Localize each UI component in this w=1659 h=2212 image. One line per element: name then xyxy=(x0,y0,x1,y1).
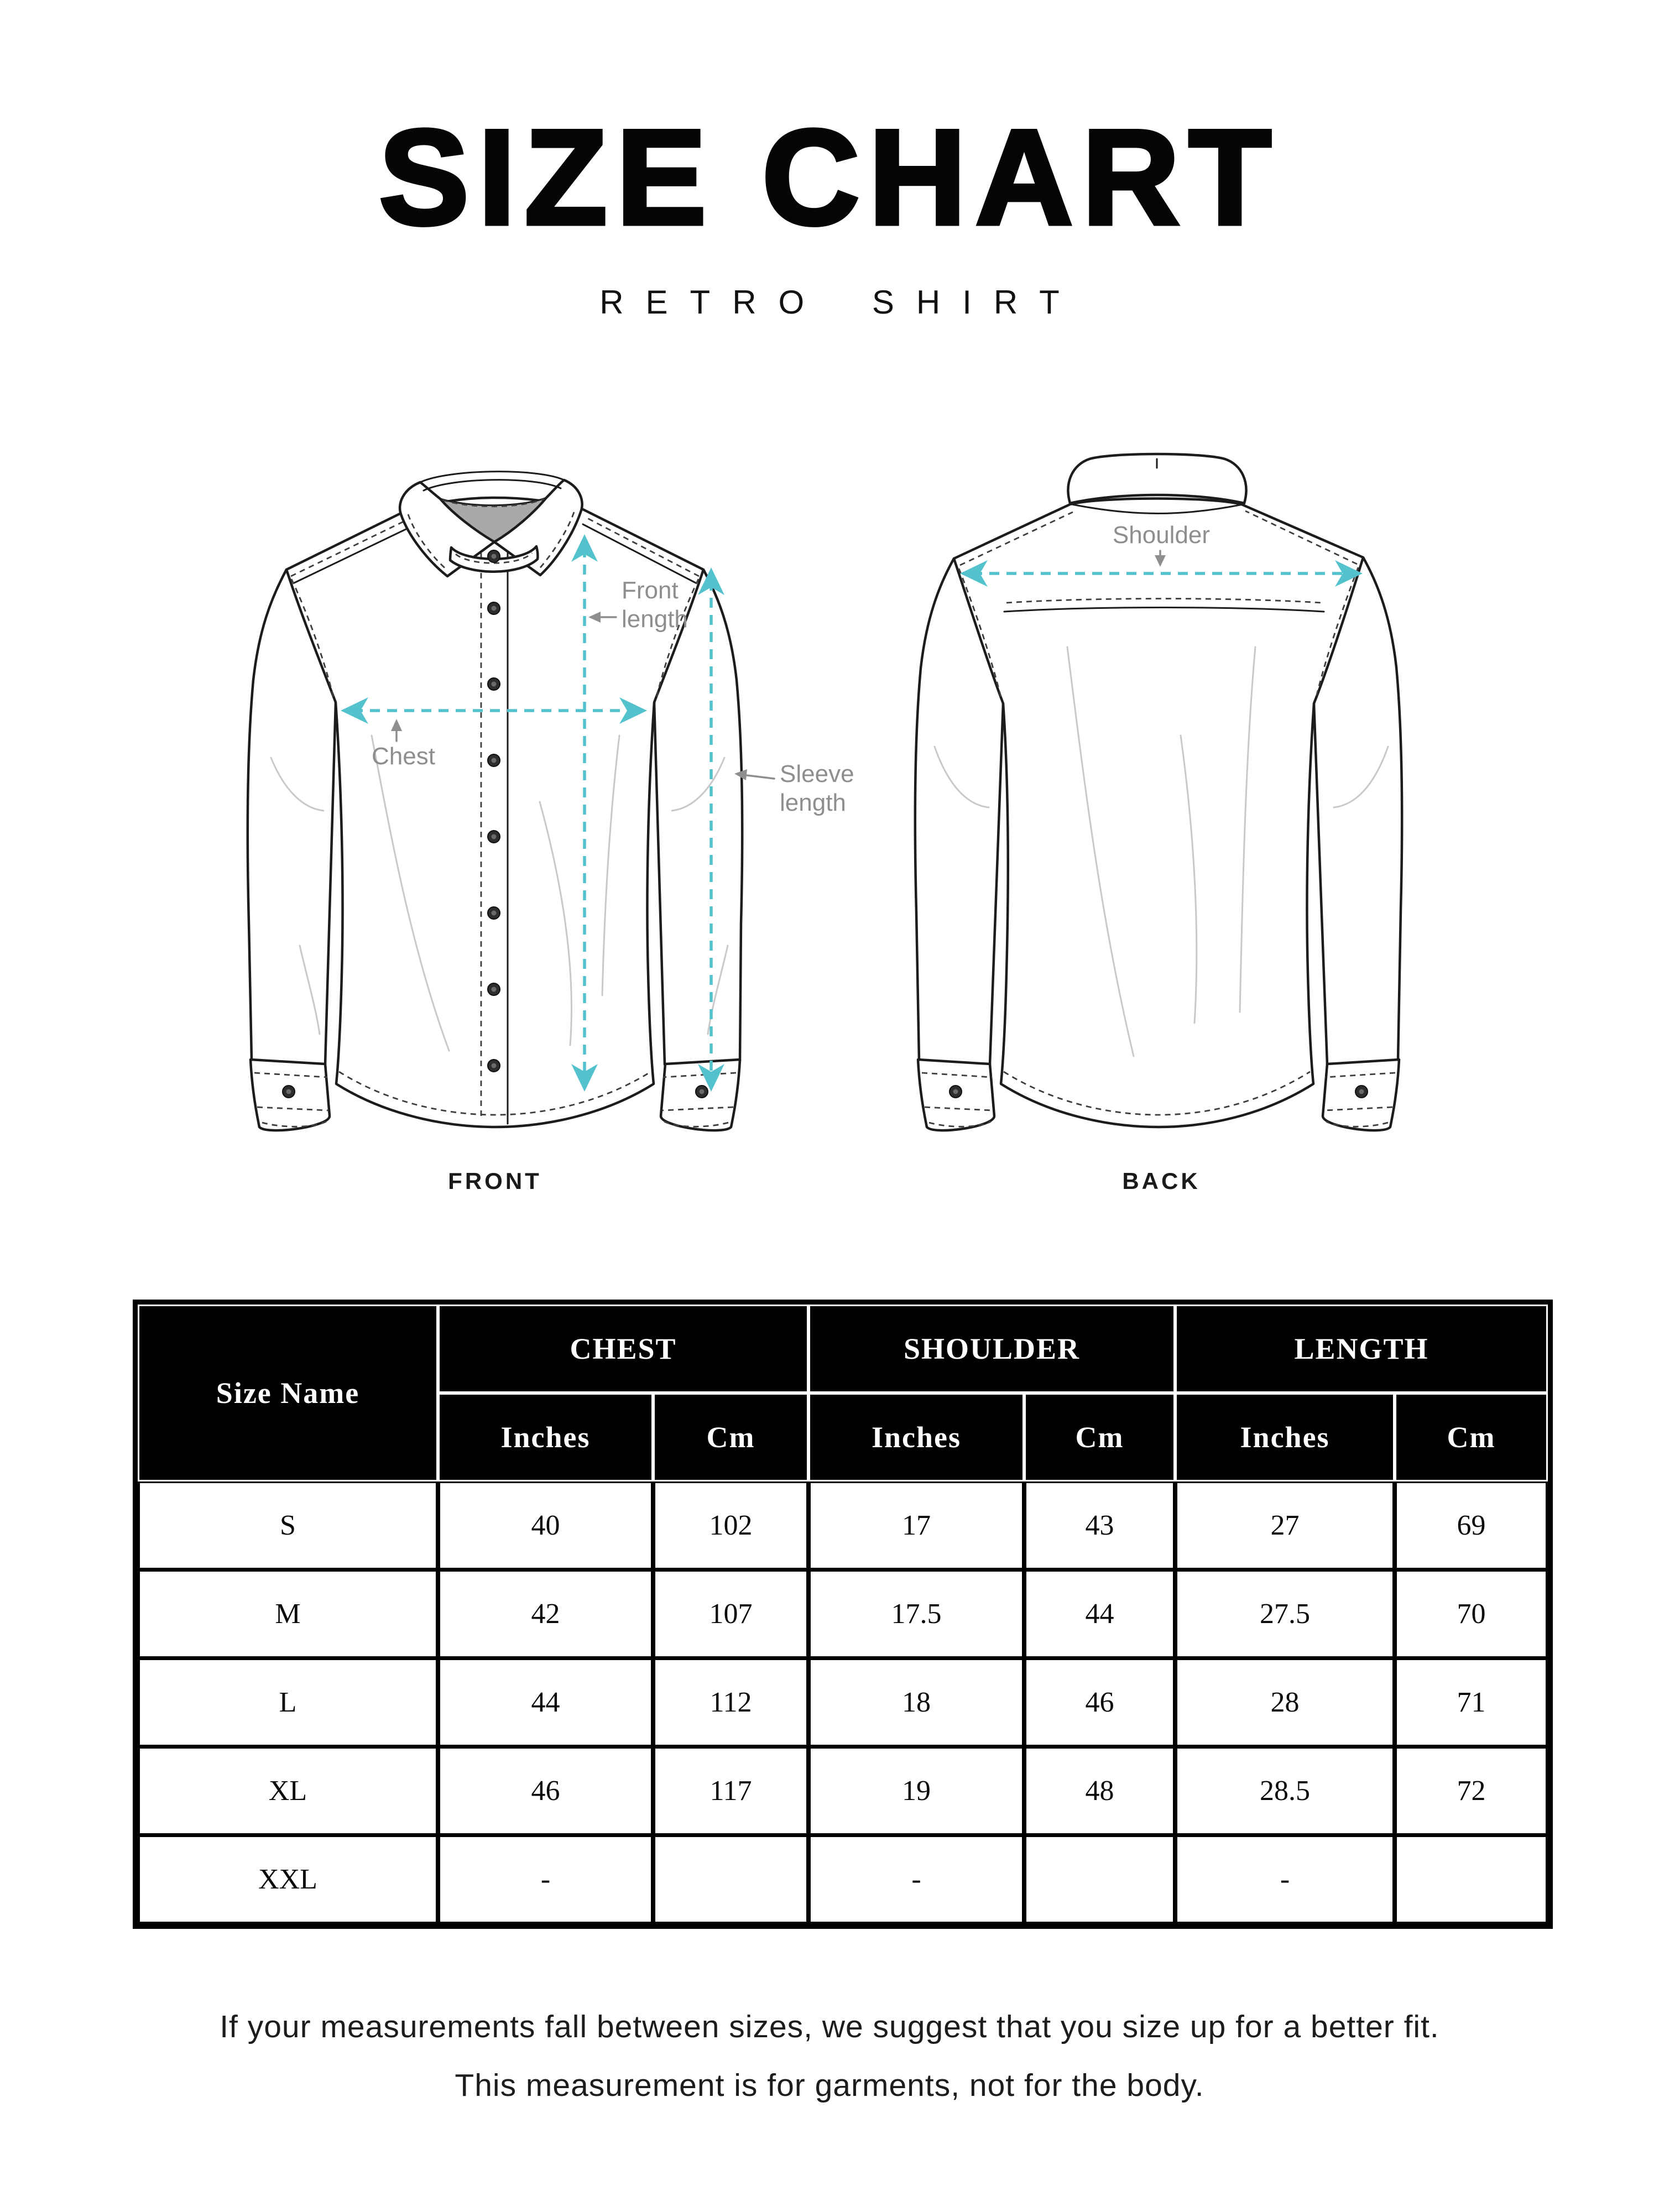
front-caption: FRONT xyxy=(448,1168,542,1194)
table-row-xl xyxy=(138,1747,1548,1835)
footer-note xyxy=(0,1997,1659,2115)
front-length-label-line1: Front xyxy=(622,577,679,604)
cell-length-in: 28 xyxy=(1175,1658,1395,1747)
size-table xyxy=(133,1300,1553,1929)
cell-length-cm: 70 xyxy=(1395,1570,1548,1658)
cell-length-cm xyxy=(1395,1835,1548,1924)
table-row-s xyxy=(138,1481,1548,1570)
cell-length-cm: 72 xyxy=(1395,1747,1548,1835)
cell-shoulder-cm: 44 xyxy=(1024,1570,1175,1658)
size-table-header xyxy=(138,1305,1548,1481)
cell-length-in: 27.5 xyxy=(1175,1570,1395,1658)
cell-length-in: 28.5 xyxy=(1175,1747,1395,1835)
col-subheader-shoulder-cm: Cm xyxy=(1024,1393,1175,1481)
cell-size: L xyxy=(138,1658,438,1747)
cell-shoulder-in: 17.5 xyxy=(808,1570,1024,1658)
cell-size: XL xyxy=(138,1747,438,1835)
col-header-chest: CHEST xyxy=(438,1305,808,1393)
cell-length-cm: 69 xyxy=(1395,1481,1548,1570)
cell-chest-in: 42 xyxy=(438,1570,653,1658)
back-body xyxy=(954,499,1363,1128)
cell-shoulder-in: - xyxy=(808,1835,1024,1924)
cell-chest-cm: 112 xyxy=(653,1658,808,1747)
table-row-l xyxy=(138,1658,1548,1747)
front-shirt-line-art xyxy=(248,472,742,1130)
cell-chest-cm: 102 xyxy=(653,1481,808,1570)
page-title: SIZE CHART xyxy=(379,101,1280,253)
col-subheader-chest-cm: Cm xyxy=(653,1393,808,1481)
cell-length-in: - xyxy=(1175,1835,1395,1924)
cell-shoulder-cm: 48 xyxy=(1024,1747,1175,1835)
cell-shoulder-in: 18 xyxy=(808,1658,1024,1747)
col-subheader-shoulder-inches: Inches xyxy=(808,1393,1024,1481)
cell-chest-cm xyxy=(653,1835,808,1924)
cell-shoulder-cm xyxy=(1024,1835,1175,1924)
cell-shoulder-cm: 43 xyxy=(1024,1481,1175,1570)
front-shirt-diagram xyxy=(232,448,885,1150)
shoulder-label: Shoulder xyxy=(1112,521,1211,549)
col-header-shoulder: SHOULDER xyxy=(808,1305,1175,1393)
cell-size: M xyxy=(138,1570,438,1658)
table-row-m xyxy=(138,1570,1548,1658)
table-group-header-row xyxy=(138,1305,1548,1393)
sleeve-length-label-line2: length xyxy=(780,789,846,816)
cell-shoulder-in: 17 xyxy=(808,1481,1024,1570)
chest-label: Chest xyxy=(372,743,435,770)
size-table-body xyxy=(138,1481,1548,1924)
cell-length-cm: 71 xyxy=(1395,1658,1548,1747)
cell-chest-in: 44 xyxy=(438,1658,653,1747)
col-header-size-name: Size Name xyxy=(138,1305,438,1481)
cell-chest-cm: 107 xyxy=(653,1570,808,1658)
cell-size: XXL xyxy=(138,1835,438,1924)
cell-shoulder-in: 19 xyxy=(808,1747,1024,1835)
footer-line-1: If your measurements fall between sizes, we suggest that you size up for a better fit. xyxy=(220,2009,1439,2044)
cell-chest-in: 46 xyxy=(438,1747,653,1835)
cell-chest-cm: 117 xyxy=(653,1747,808,1835)
col-subheader-length-cm: Cm xyxy=(1395,1393,1548,1481)
cell-size: S xyxy=(138,1481,438,1570)
col-subheader-chest-inches: Inches xyxy=(438,1393,653,1481)
cell-chest-in: 40 xyxy=(438,1481,653,1570)
sleeve-length-pointer-icon xyxy=(742,775,774,779)
front-length-label-line2: length xyxy=(622,606,688,633)
col-header-length: LENGTH xyxy=(1175,1305,1548,1393)
cell-length-in: 27 xyxy=(1175,1481,1395,1570)
cell-chest-in: - xyxy=(438,1835,653,1924)
footer-line-2: This measurement is for garments, not for the body. xyxy=(455,2068,1204,2103)
table-row-xxl xyxy=(138,1835,1548,1924)
sleeve-length-label-line1: Sleeve xyxy=(780,760,854,787)
back-caption: BACK xyxy=(1122,1168,1201,1194)
cell-shoulder-cm: 46 xyxy=(1024,1658,1175,1747)
page-subtitle: RETRO SHIRT xyxy=(599,284,1082,321)
col-subheader-length-inches: Inches xyxy=(1175,1393,1395,1481)
back-shirt-diagram xyxy=(901,448,1432,1150)
